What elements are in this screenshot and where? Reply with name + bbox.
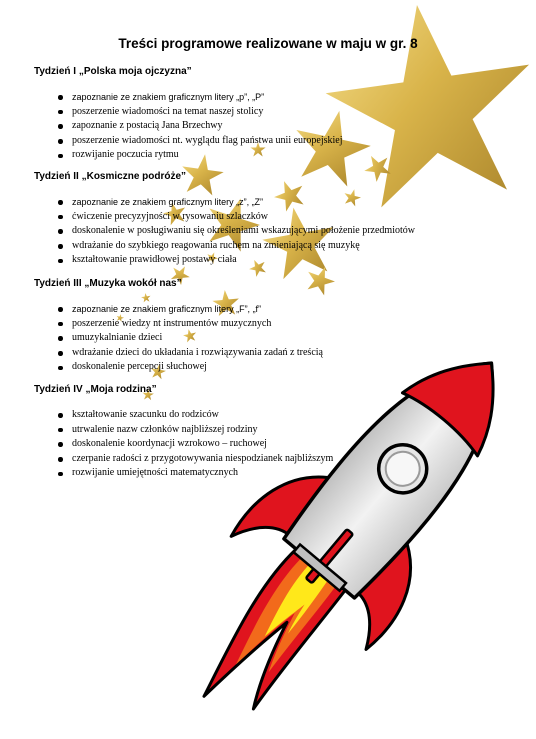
list-item — [34, 239, 415, 254]
page-title: Treści programowe realizowane w maju w gr. 8 — [118, 36, 418, 51]
bullet-icon — [58, 472, 63, 477]
list-item — [34, 224, 415, 239]
list-item-text: rozwijanie umiejętności matematycznych — [72, 467, 239, 479]
bullet-icon — [58, 200, 63, 205]
list-item-text: wdrażanie dzieci do układania i rozwiązywania zadań z treścią — [72, 346, 323, 358]
list-item — [34, 253, 415, 268]
week-4-heading: Tydzień IV „Moja rodzina” — [34, 384, 157, 395]
list-item — [34, 134, 342, 149]
bullet-icon — [58, 95, 63, 100]
list-item — [34, 210, 415, 225]
list-item — [34, 148, 342, 163]
list-item — [34, 437, 333, 452]
list-item-text: wdrażanie do szybkiego reagowania ruchem na zmieniającą się muzykę — [72, 239, 360, 251]
list-item — [34, 119, 342, 134]
list-item-text: kształtowanie szacunku do rodziców — [72, 409, 219, 420]
bullet-icon — [58, 229, 63, 234]
bullet-icon — [58, 351, 63, 356]
bullet-icon — [58, 307, 63, 312]
list-item-text: ćwiczenie precyzyjności w rysowaniu szlaczków — [72, 210, 269, 222]
list-item-text: czerpanie radości z przygotowywania niespodzianek najbliższym — [72, 452, 334, 464]
list-item — [34, 408, 333, 423]
list-item — [34, 346, 323, 361]
week-1-list — [34, 90, 342, 163]
week-2-list — [34, 195, 415, 268]
list-item — [34, 423, 333, 438]
week-3-list — [34, 302, 323, 375]
list-item-text: utrwalenie nazw członków najbliższej rodziny — [72, 423, 258, 435]
list-item — [34, 195, 415, 210]
bullet-icon — [58, 154, 63, 159]
bullet-icon — [58, 322, 63, 327]
bullet-icon — [58, 110, 63, 115]
list-item-text: doskonalenie w posługiwaniu się określeniami wskazującymi położenie przedmiotów — [72, 225, 415, 237]
list-item — [34, 360, 323, 375]
list-item — [34, 331, 323, 346]
bullet-icon — [58, 215, 63, 220]
week-4-list — [34, 408, 333, 481]
list-item-text: zapoznanie ze znakiem graficznym litery „p”, „P” — [72, 92, 265, 102]
list-item — [34, 105, 342, 120]
list-item-text: rozwijanie poczucia rytmu — [72, 149, 179, 161]
list-item — [34, 90, 342, 105]
list-item-text: doskonalenie percepcji słuchowej — [72, 361, 207, 373]
week-1-heading: Tydzień I „Polska moja ojczyzna” — [34, 66, 192, 77]
week-3-heading: Tydzień III „Muzyka wokół nas” — [34, 278, 182, 289]
list-item — [34, 452, 333, 467]
bullet-icon — [58, 124, 63, 129]
bullet-icon — [58, 428, 63, 433]
list-item-text: umuzykalnianie dzieci — [72, 332, 163, 344]
list-item-text: poszerzenie wiadomości nt. wyglądu flag państwa unii europejskiej — [72, 134, 343, 146]
list-item-text: kształtowanie prawidłowej postawy ciała — [72, 254, 237, 266]
list-item-text: poszerzenie wiadomości na temat naszej stolicy — [72, 105, 264, 117]
bullet-icon — [58, 336, 63, 341]
list-item-text: zapoznanie z postacią Jana Brzechwy — [72, 120, 223, 132]
bullet-icon — [58, 366, 63, 371]
bullet-icon — [58, 139, 63, 144]
list-item-text: doskonalenie koordynacji wzrokowo – ruchowej — [72, 438, 267, 450]
list-item-text: zapoznanie ze znakiem graficznym litery „z”, „Z” — [72, 197, 264, 207]
list-item — [34, 466, 333, 481]
week-2-heading: Tydzień II „Kosmiczne podróże” — [34, 171, 187, 182]
list-item-text: zapoznanie ze znakiem graficznym litery „F”, „f” — [72, 304, 262, 314]
list-item — [34, 317, 323, 332]
list-item — [34, 302, 323, 317]
list-item-text: poszerzenie wiedzy nt instrumentów muzycznych — [72, 317, 272, 329]
bullet-icon — [58, 457, 63, 462]
bullet-icon — [58, 442, 63, 447]
bullet-icon — [58, 244, 63, 249]
bullet-icon — [58, 259, 63, 264]
bullet-icon — [58, 413, 63, 418]
